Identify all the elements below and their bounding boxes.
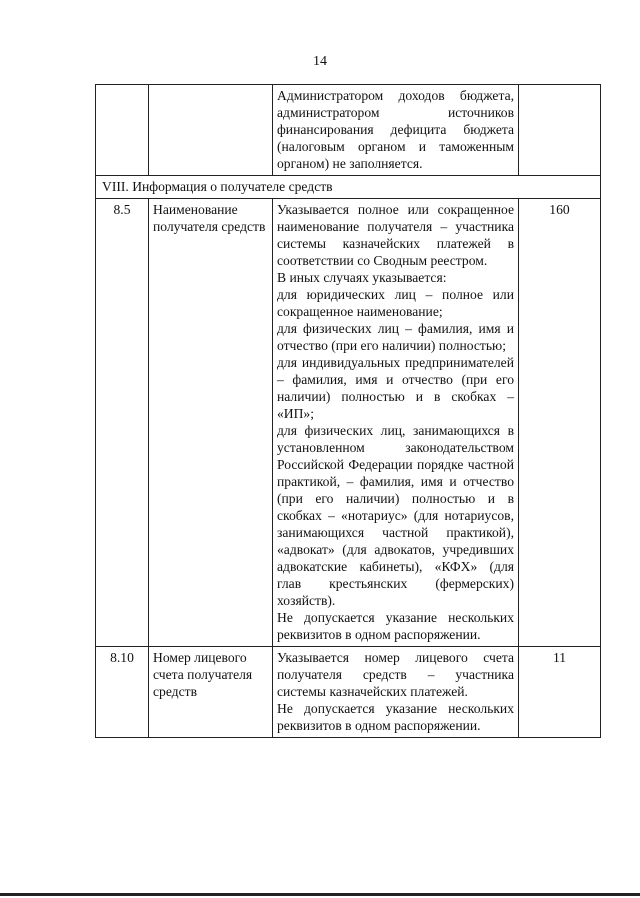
description-line: Указывается полное или сокращенное наименование получателя – участника системы казначейских платежей в соответствии со Сводным реестром. [277,202,514,268]
description-line: Не допускается указание нескольких реквизитов в одном распоряжении. [277,701,514,733]
row-name [149,85,273,176]
table-row [96,85,601,176]
row-description [273,199,519,647]
description-line: В иных случаях указывается: [277,270,447,285]
description-line: для физических лиц, занимающихся в установленном законодательством Российской Федерации порядке частной практикой, – фамилия, имя и отчество (при его наличии) полностью и в скобках – «нотариус» (для нотариусов, занимающихся частной практикой), «адвокат» (для адвокатов, учредивших адвокатские кабинеты), «КФХ» (для глав крестьянских (фермерских) хозяйств). [277,423,514,608]
row-name: Наименование получателя средств [149,199,273,647]
row-code: 8.10 [96,647,149,738]
description-line: Указывается номер лицевого счета получателя средств – участника системы казначейских платежей. [277,650,514,699]
section-row [96,176,601,199]
section-title: VIII. Информация о получателе средств [96,176,601,199]
description-line: для индивидуальных предпринимателей – фамилия, имя и отчество (при его наличии) полностью и в скобках – «ИП»; [277,355,514,421]
description-line: для физических лиц – фамилия, имя и отчество (при его наличии) полностью; [277,321,514,353]
row-code [96,85,149,176]
row-length: 11 [519,647,601,738]
table-row [96,647,601,738]
page-number: 14 [313,54,327,69]
scan-edge-line [0,893,640,896]
requisites-table [95,84,601,738]
row-length [519,85,601,176]
description-line: Не допускается указание нескольких реквизитов в одном распоряжении. [277,610,514,642]
row-description [273,85,519,176]
row-code: 8.5 [96,199,149,647]
row-length: 160 [519,199,601,647]
description-line: Администратором доходов бюджета, администратором источников финансирования дефицита бюджета (налоговым органом и таможенным органом) не заполняется. [277,88,514,171]
row-name: Номер лицевого счета получателя средств [149,647,273,738]
description-line: для юридических лиц – полное или сокращенное наименование; [277,287,514,319]
row-description [273,647,519,738]
table-row [96,199,601,647]
